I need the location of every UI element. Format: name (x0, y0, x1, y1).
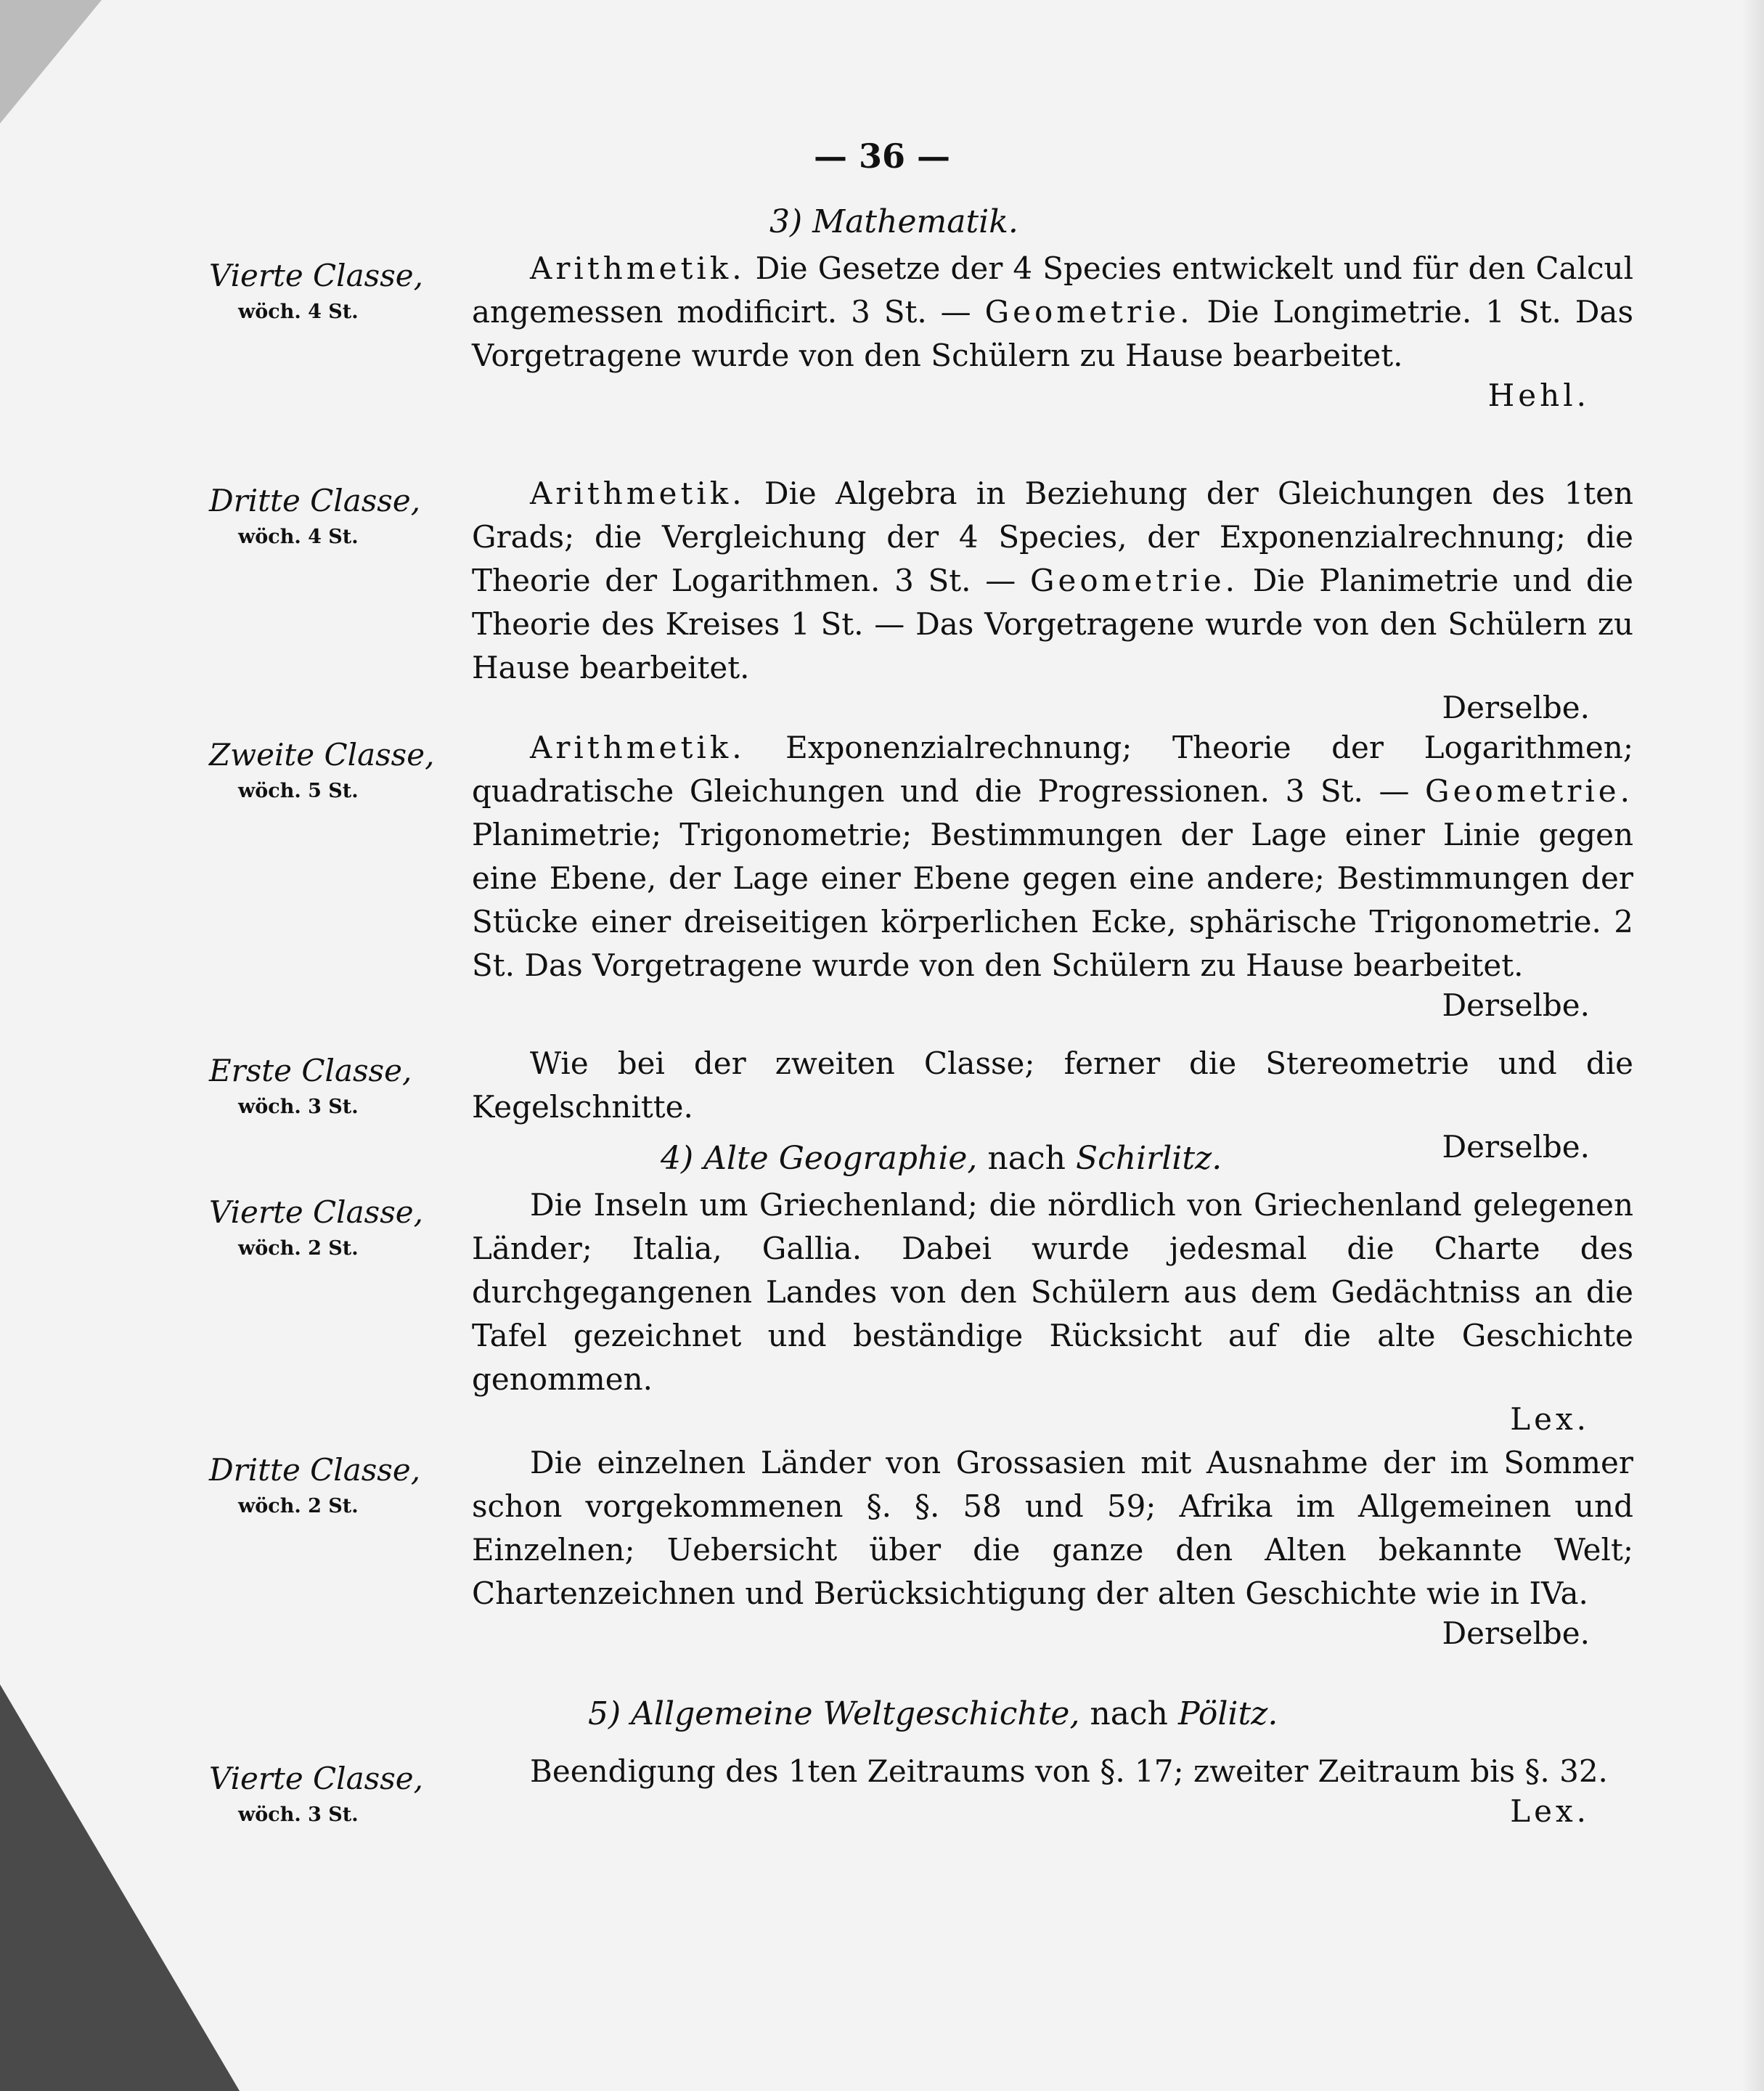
class-label: Vierte Classe, wöch. 4 St. (209, 256, 470, 328)
subject-label: Arithmetik. (530, 730, 746, 765)
entry-text: Arithmetik. Die Algebra in Beziehung der Gleichungen des 1ten Grads; die Vergleichung der 4 Species, der Exponenzialrechnung; die Theorie der Logarithmen. 3 St. — Geometrie. Die Planimetrie und die Theorie des Kreises 1 St. — Das Vorgetragene wurde von den Schülern zu Hause bearbeitet. (472, 476, 1633, 685)
teacher-name: Derselbe. (1442, 987, 1590, 1023)
weekly-hours: wöch. 3 St. (238, 1096, 359, 1118)
subject-label: Arithmetik. (530, 250, 746, 286)
class-label: Dritte Classe, wöch. 4 St. (209, 481, 470, 553)
subject-label: Geometrie. (1425, 773, 1633, 809)
section-title-mathematik: 3) Mathematik. (769, 203, 1018, 240)
entry-text: Beendigung des 1ten Zeitraums von §. 17; zweiter Zeitraum bis §. 32. (530, 1753, 1608, 1789)
entry-math-vierte (189, 247, 1641, 414)
entry-text: Die einzelnen Länder von Grossasien mit Ausnahme der im Sommer schon vorgekommenen §. §. 58 und 59; Afrika im Allgemeinen und Einzelnen; Uebersicht über die ganze den Alten bekannte Welt; Chartenzeichnen und Berücksichtigung der alten Geschichte wie in IVa. (472, 1445, 1633, 1611)
teacher-name: Derselbe. (1442, 1615, 1590, 1651)
class-label: Erste Classe, wöch. 3 St. (209, 1051, 470, 1123)
torn-corner (0, 0, 102, 123)
section-title-geographie: 4) Alte Geographie, nach Schirlitz. (661, 1140, 1222, 1177)
subject-label: Geometrie. (984, 294, 1193, 330)
teacher-name: Hehl. (1487, 378, 1590, 413)
weekly-hours: wöch. 5 St. (238, 780, 359, 802)
weekly-hours: wöch. 4 St. (238, 301, 359, 323)
teacher-name: Derselbe. (1442, 690, 1590, 725)
entry-geo-dritte (189, 1441, 1641, 1652)
weekly-hours: wöch. 4 St. (238, 526, 359, 548)
subject-label: Arithmetik. (530, 476, 746, 511)
section-title-weltgeschichte: 5) Allgemeine Weltgeschichte, nach Pölitz. (588, 1695, 1278, 1732)
weekly-hours: wöch. 3 St. (238, 1803, 359, 1826)
class-label: Vierte Classe, wöch. 3 St. (209, 1758, 470, 1831)
binding-shadow (1742, 0, 1764, 2091)
teacher-name: Lex. (1510, 1401, 1590, 1437)
teacher-name: Lex. (1510, 1793, 1590, 1829)
entry-geo-vierte (189, 1183, 1641, 1438)
class-label: Zweite Classe, wöch. 5 St. (209, 735, 470, 807)
scan-margin-shadow (0, 1684, 240, 2091)
entry-math-zweite (189, 726, 1641, 1024)
class-label: Vierte Classe, wöch. 2 St. (209, 1192, 470, 1265)
class-label: Dritte Classe, wöch. 2 St. (209, 1450, 470, 1523)
entry-text: Arithmetik. Die Gesetze der 4 Species entwickelt und für den Calcul angemessen modificirt. 3 St. — Geometrie. Die Longimetrie. 1 St. Das Vorgetragene wurde von den Schülern zu Hause bearbeitet. (472, 250, 1633, 373)
entry-text: Die Inseln um Griechenland; die nördlich von Griechenland gelegenen Länder; Italia, Gallia. Dabei wurde jedesmal die Charte des durchgegangenen Landes von den Schülern aus dem Gedächtniss an die Tafel gezeichnet und beständige Rücksicht auf die alte Geschichte genommen. (472, 1187, 1633, 1397)
entry-welt-vierte (189, 1750, 1641, 1830)
page-number: — 36 — (813, 136, 951, 176)
subject-label: Geometrie. (1029, 563, 1238, 598)
weekly-hours: wöch. 2 St. (238, 1495, 359, 1517)
entry-math-dritte (189, 472, 1641, 726)
weekly-hours: wöch. 2 St. (238, 1237, 359, 1260)
teacher-name: Derselbe. (1442, 1129, 1590, 1165)
entry-text: Wie bei der zweiten Classe; ferner die Stereometrie und die Kegelschnitte. (472, 1046, 1633, 1125)
entry-text: Arithmetik. Exponenzialrechnung; Theorie der Logarithmen; quadratische Gleichungen und die Progressionen. 3 St. — Geometrie. Planimetrie; Trigonometrie; Bestimmungen der Lage einer Linie gegen eine Ebene, der Lage einer Ebene gegen eine andere; Bestimmungen der Stücke einer dreiseitigen körperlichen Ecke, sphärische Trigonometrie. 2 St. Das Vorgetragene wurde von den Schülern zu Hause bearbeitet. (472, 730, 1633, 983)
